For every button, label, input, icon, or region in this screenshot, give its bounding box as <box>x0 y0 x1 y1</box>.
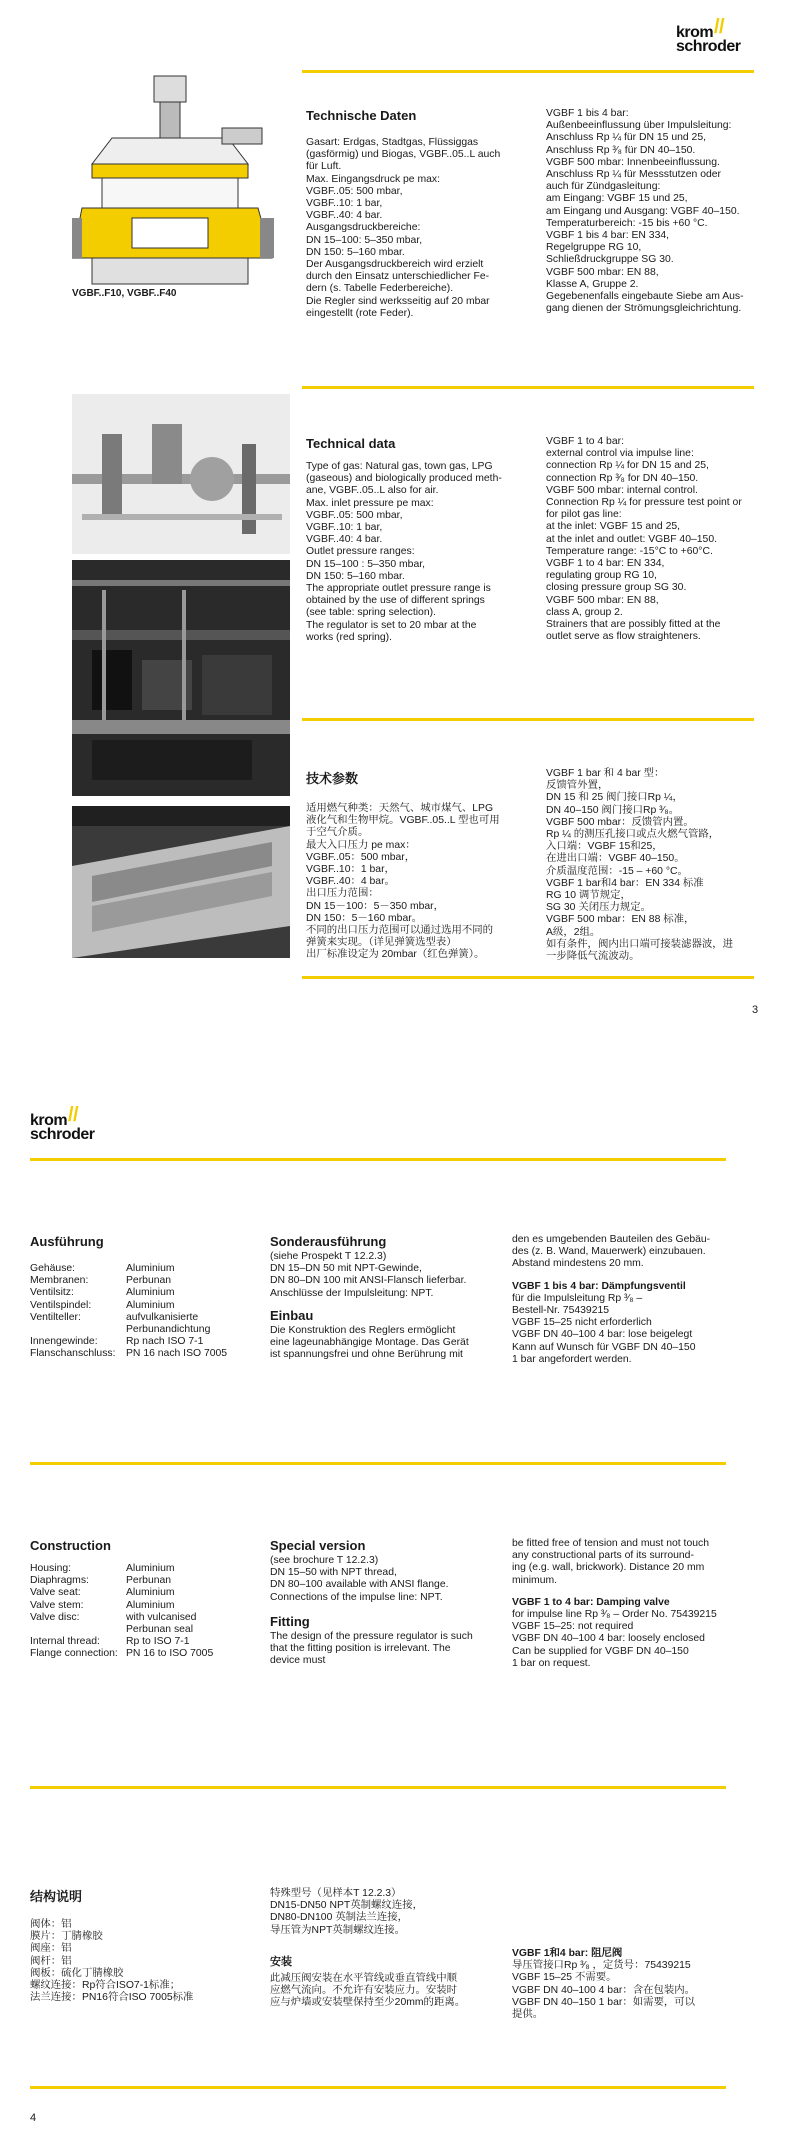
text-line: Anschlüsse der Impulsleitung: NPT. <box>270 1287 434 1299</box>
text-line: Die Konstruktion des Reglers ermöglicht <box>270 1324 456 1336</box>
rule-en-p3 <box>302 718 754 721</box>
text-line: 于空气介质。 <box>306 827 369 839</box>
text-line: connection Rp ¼ for DN 15 and 25, <box>546 460 709 472</box>
text-line: 1 bar angefordert werden. <box>512 1353 632 1365</box>
zh-valve-title: VGBF 1和4 bar: 阻尼阀 <box>512 1948 623 1959</box>
text-line: DN 15–50 with NPT thread, <box>270 1567 397 1579</box>
zh-construction-title: 结构说明 <box>30 1889 83 1904</box>
text-line: VGBF..10：1 bar， <box>306 864 395 876</box>
text-line: VGBF..05: 500 mbar, <box>306 185 403 197</box>
text-line: DN 15－100：5－350 mbar， <box>306 900 445 912</box>
text-line: DN 150: 5–160 mbar. <box>306 246 405 258</box>
material-value: Aluminium <box>126 1287 175 1299</box>
text-line: VGBF 1 bar和4 bar：EN 334 标准 <box>546 877 704 889</box>
material-key: Valve seat: <box>30 1587 81 1599</box>
text-line: 液化气和生物甲烷。VGBF..05..L 型也可用 <box>306 815 500 827</box>
text-line: 阀座：铝 <box>30 1943 72 1955</box>
zh-fitting-title: 安装 <box>270 1955 292 1968</box>
logo-line1: krom <box>676 24 714 41</box>
material-value: Aluminium <box>126 1299 175 1311</box>
gas-control-line-photo <box>72 560 290 796</box>
text-line: Strainers that are possibly fitted at the <box>546 619 721 631</box>
text-line: VGBF..10: 1 bar, <box>306 198 383 210</box>
text-line: (see brochure T 12.2.3) <box>270 1555 379 1566</box>
text-line: Der Ausgangsdruckbereich wird erzielt <box>306 259 484 271</box>
kromschroder-logo-top <box>676 16 741 55</box>
text-line: 出厂标准设定为 20mbar（红色弹簧）。 <box>306 949 485 961</box>
material-key: Housing: <box>30 1563 72 1574</box>
text-line: outlet serve as flow straighteners. <box>546 631 701 643</box>
text-line: für die Impulsleitung Rp ³⁄₈ – <box>512 1292 643 1304</box>
zh-tech-col1 <box>306 803 528 962</box>
text-line: SG 30 关闭压力规定。 <box>546 902 652 914</box>
material-value: Aluminium <box>126 1599 175 1611</box>
material-key: Ventilsitz: <box>30 1287 74 1299</box>
text-line: device must <box>270 1655 326 1667</box>
text-line: 最大入口压力 pe max： <box>306 839 416 851</box>
text-line: Max. Eingangsdruck pe max: <box>306 173 440 185</box>
text-line: external control via impulse line: <box>546 448 694 460</box>
text-line: Die Regler sind werksseitig auf 20 mbar <box>306 295 490 307</box>
de-construction <box>30 1234 256 1361</box>
text-line: VGBF 500 mbar: internal control. <box>546 484 698 496</box>
figure-label: VGBF..F10, VGBF..F40 <box>72 288 177 299</box>
header-rule-p4 <box>30 1158 726 1161</box>
zh-construction <box>30 1886 256 2004</box>
text-line: The regulator is set to 20 mbar at the <box>306 619 477 631</box>
text-line: at the inlet: VGBF 15 and 25, <box>546 521 681 533</box>
text-line: den es umgebenden Bauteilen des Gebäu- <box>512 1234 711 1245</box>
de-fitting-title: Einbau <box>270 1307 314 1323</box>
text-line: VGBF 500 mbar：EN 88 标准， <box>546 914 695 926</box>
rule-de-p3 <box>302 386 754 389</box>
material-key: Internal thread: <box>30 1636 100 1648</box>
en-special-version <box>270 1538 496 1667</box>
text-line: VGBF DN 40–150 1 bar：如需要，可以 <box>512 1996 696 2008</box>
en-valve-title: VGBF 1 to 4 bar: Damping valve <box>512 1596 670 1608</box>
text-line: 螺纹连接：Rp符合ISO7-1标准； <box>30 1980 181 1992</box>
material-value: Perbunan seal <box>126 1624 194 1636</box>
text-line: connection Rp ³⁄₈ for DN 40–150. <box>546 472 699 484</box>
zh-tech-title: 技术参数 <box>306 771 359 786</box>
de-tech-col2 <box>546 108 760 315</box>
en-fitting-title: Fitting <box>270 1613 310 1629</box>
text-line: VGBF DN 40–100 4 bar：含在包装内。 <box>512 1984 696 1996</box>
material-key: Valve disc: <box>30 1611 80 1623</box>
zh-col3 <box>512 1948 742 2021</box>
text-line: (siehe Prospekt T 12.2.3) <box>270 1251 387 1262</box>
text-line: VGBF 15–25: not required <box>512 1621 634 1633</box>
text-line: class A, group 2. <box>546 606 623 618</box>
text-line: VGBF DN 40–100 4 bar: lose beigelegt <box>512 1329 693 1341</box>
material-key: Innengewinde: <box>30 1336 98 1348</box>
text-line: obtained by the use of different springs <box>306 595 485 607</box>
text-line: at the inlet and outlet: VGBF 40–150. <box>546 533 717 545</box>
text-line: Klasse A, Gruppe 2. <box>546 278 639 290</box>
text-line: am Eingang: VGBF 15 und 25, <box>546 193 688 205</box>
text-line: closing pressure group SG 30. <box>546 582 687 594</box>
text-line: any constructional parts of its surround- <box>512 1550 694 1562</box>
text-line: Anschluss Rp ³⁄₈ für DN 40–150. <box>546 144 696 156</box>
text-line: 提供。 <box>512 2009 544 2021</box>
text-line: ist spannungsfrei und ohne Berührung mit <box>270 1349 463 1361</box>
en-material-table <box>30 1563 256 1661</box>
text-line: DN 150：5－160 mbar。 <box>306 912 423 924</box>
text-line: 弹簧来实现。（详见弹簧选型表） <box>306 937 457 949</box>
de-tech-title: Technische Daten <box>306 108 417 123</box>
en-tech-col1 <box>306 461 526 644</box>
text-line: Max. inlet pressure pe max: <box>306 497 434 509</box>
text-line: minimum. <box>512 1574 558 1586</box>
text-line: (gasförmig) und Biogas, VGBF..05..L auch <box>306 149 501 161</box>
text-line: 如有条件，阀内出口端可接装滤器波，进 <box>546 938 734 950</box>
de-tech-section <box>306 108 520 320</box>
logo-line2: schroder <box>676 38 741 55</box>
material-value: Perbunan <box>126 1575 172 1587</box>
de-special-version <box>270 1234 496 1361</box>
material-value: Perbunandichtung <box>126 1324 211 1336</box>
text-line: DN 15–100: 5–350 mbar, <box>306 234 423 246</box>
text-line: DN15-DN50 NPT英制螺纹连接， <box>270 1900 423 1912</box>
text-line: 导压管接口Rp ³⁄₈ ，定货号：75439215 <box>512 1960 691 1972</box>
text-line: VGBF 500 mbar：反馈管内置。 <box>546 816 694 828</box>
text-line: 阀板：硫化丁腈橡胶 <box>30 1967 124 1979</box>
text-line: dern (s. Tabelle Federbereiche). <box>306 283 454 295</box>
de-construction-title: Ausführung <box>30 1234 104 1249</box>
zh-tech-col2 <box>546 768 768 963</box>
text-line: 应燃气流向。不允许有安装应力。安装时 <box>270 1985 458 1997</box>
zh-special-version <box>270 1888 496 2009</box>
text-line: gang dienen der Strömungsgleichrichtung. <box>546 303 742 315</box>
text-line: Outlet pressure ranges: <box>306 546 415 558</box>
en-tech-col2 <box>546 436 760 643</box>
text-line: VGBF..40：4 bar。 <box>306 876 395 888</box>
text-line: 入口端：VGBF 15和25， <box>546 841 663 853</box>
material-key: Ventilteller: <box>30 1311 81 1323</box>
text-line: RG 10 调节规定， <box>546 890 631 902</box>
text-line: The appropriate outlet pressure range is <box>306 583 491 595</box>
de-material-table <box>30 1263 256 1361</box>
text-line: 1 bar on request. <box>512 1657 591 1669</box>
text-line: 特殊型号（见样本T 12.2.3） <box>270 1888 402 1899</box>
text-line: Connections of the impulse line: NPT. <box>270 1591 443 1603</box>
text-line: 出口压力范围： <box>306 888 379 900</box>
rule-zh-p4 <box>30 2086 726 2089</box>
material-value: PN 16 to ISO 7005 <box>126 1648 214 1660</box>
en-col3 <box>512 1538 742 1670</box>
text-line: Gasart: Erdgas, Stadtgas, Flüssiggas <box>306 137 479 148</box>
text-line: 介质温度范围：-15 – +60 °C。 <box>546 865 688 877</box>
text-line: auch für Zündgasleitung: <box>546 181 661 193</box>
text-line: VGBF..40: 4 bar. <box>306 210 383 222</box>
text-line: 阀杆：铝 <box>30 1955 72 1967</box>
text-line: durch den Einsatz unterschiedlicher Fe- <box>306 271 490 283</box>
text-line: VGBF DN 40–100 4 bar: loosely enclosed <box>512 1633 705 1645</box>
de-col3 <box>512 1234 742 1366</box>
text-line: 反馈管外置， <box>546 780 609 792</box>
text-line: (gaseous) and biologically produced meth- <box>306 473 502 485</box>
text-line: Type of gas: Natural gas, town gas, LPG <box>306 461 493 472</box>
text-line: Schließdruckgruppe SG 30. <box>546 254 674 266</box>
text-line: VGBF 15–25 不需要。 <box>512 1972 617 1984</box>
text-line: VGBF 1 bar 和 4 bar 型： <box>546 768 665 779</box>
material-key: Membranen: <box>30 1275 89 1287</box>
text-line: for pilot gas line: <box>546 509 622 521</box>
de-tech-col1 <box>306 137 520 320</box>
text-line: DN 150: 5–160 mbar. <box>306 570 405 582</box>
kromschroder-logo-page4 <box>30 1104 95 1143</box>
text-line: 此减压阀安装在水平管线或垂直管线中顺 <box>270 1972 458 1984</box>
text-line: 膜片：丁腈橡胶 <box>30 1931 103 1943</box>
en-construction-title: Construction <box>30 1538 111 1553</box>
material-key <box>30 1624 126 1636</box>
text-line: VGBF 1 to 4 bar: <box>546 436 624 447</box>
material-key: Valve stem: <box>30 1599 84 1611</box>
regulator-cross-section-drawing <box>72 68 290 300</box>
text-line: VGBF..10: 1 bar, <box>306 522 383 534</box>
text-line: Regelgruppe RG 10, <box>546 242 642 254</box>
text-line: ing (e.g. wall, brickwork). Distance 20 mm <box>512 1562 705 1574</box>
text-line: 在进出口端：VGBF 40–150。 <box>546 853 685 865</box>
text-line: für Luft. <box>306 161 342 173</box>
material-value: Rp to ISO 7-1 <box>126 1636 190 1648</box>
text-line: VGBF..05: 500 mbar, <box>306 509 403 521</box>
text-line: Gegebenenfalls eingebaute Siebe am Aus- <box>546 291 744 303</box>
rule-de-p4 <box>30 1462 726 1465</box>
rule-en-p4 <box>30 1786 726 1789</box>
text-line: Connection Rp ¼ for pressure test point or <box>546 497 742 509</box>
text-line: DN 40–150 阀门接口Rp ³⁄₈。 <box>546 804 680 816</box>
material-key: Ventilspindel: <box>30 1299 92 1311</box>
text-line: Temperaturbereich: -15 bis +60 °C. <box>546 217 708 229</box>
industrial-furnace-photo <box>72 806 290 958</box>
logo-slash-icon: // <box>68 1104 79 1126</box>
material-value: Aluminium <box>126 1563 175 1574</box>
en-special-title: Special version <box>270 1538 366 1553</box>
header-rule-p3 <box>302 70 754 73</box>
text-line: des (z. B. Wand, Mauerwerk) einzubauen. <box>512 1246 706 1258</box>
text-line: The design of the pressure regulator is such <box>270 1630 473 1642</box>
text-line: be fitted free of tension and must not touch <box>512 1538 709 1549</box>
text-line: 法兰连接：PN16符合ISO 7005标准 <box>30 1992 194 2004</box>
text-line: Anschluss Rp ¼ für Messstutzen oder <box>546 169 721 181</box>
text-line: DN 15–100 : 5–350 mbar, <box>306 558 425 570</box>
text-line: DN 15–DN 50 mit NPT-Gewinde, <box>270 1263 422 1275</box>
material-key <box>30 1324 126 1336</box>
text-line: Can be supplied for VGBF DN 40–150 <box>512 1645 689 1657</box>
en-construction <box>30 1538 256 1661</box>
text-line: Temperature range: -15°C to +60°C. <box>546 545 713 557</box>
text-line: VGBF..40: 4 bar. <box>306 534 383 546</box>
text-line: DN 80–DN 100 mit ANSI-Flansch lieferbar. <box>270 1275 467 1287</box>
text-line: A级，2组。 <box>546 926 601 938</box>
logo-slash-icon: // <box>714 16 725 38</box>
material-value: Aluminium <box>126 1587 175 1599</box>
text-line: VGBF 500 mbar: Innenbeeinflussung. <box>546 156 720 168</box>
text-line: eingestellt (rote Feder). <box>306 307 414 319</box>
de-valve-title: VGBF 1 bis 4 bar: Dämpfungsventil <box>512 1280 686 1292</box>
material-key: Diaphragms: <box>30 1575 89 1587</box>
material-key: Flange connection: <box>30 1648 118 1660</box>
text-line: that the fitting position is irrelevant. The <box>270 1643 451 1655</box>
text-line: VGBF 1 to 4 bar: EN 334, <box>546 558 665 570</box>
text-line: 适用燃气种类：天然气、城市煤气、LPG <box>306 803 494 814</box>
text-line: 导压管为NPT英制螺纹连接。 <box>270 1924 406 1936</box>
text-line: 阀体：铝 <box>30 1919 72 1930</box>
text-line: 应与炉墙或安装壁保持至少20mm的距离。 <box>270 1997 466 2009</box>
de-special-title: Sonderausführung <box>270 1234 387 1249</box>
material-value: Aluminium <box>126 1263 175 1274</box>
regulator-installation-photo <box>72 394 290 554</box>
en-tech-title: Technical data <box>306 436 396 451</box>
material-key: Gehäuse: <box>30 1263 76 1274</box>
text-line: VGBF 500 mbar: EN 88, <box>546 594 659 606</box>
rule-zh-p3 <box>302 976 754 979</box>
text-line: (see table: spring selection). <box>306 607 436 619</box>
text-line: Rp ¼ 的测压孔接口或点火燃气管路， <box>546 829 720 841</box>
text-line: DN 80–100 available with ANSI flange. <box>270 1579 449 1591</box>
text-line: DN 15 和 25 阀门接口Rp ¼， <box>546 792 683 804</box>
material-value: Rp nach ISO 7-1 <box>126 1336 204 1348</box>
text-line: regulating group RG 10, <box>546 570 657 582</box>
text-line: 一步降低气流波动。 <box>546 951 640 963</box>
text-line: VGBF 1 bis 4 bar: EN 334, <box>546 230 670 242</box>
material-value: Perbunan <box>126 1275 172 1287</box>
page-number-3: 3 <box>752 1004 759 1016</box>
text-line: Anschluss Rp ¼ für DN 15 und 25, <box>546 132 706 144</box>
text-line: Außenbeeinflussung über Impulsleitung: <box>546 120 732 132</box>
logo-line1: krom <box>30 1112 68 1129</box>
text-line: ane, VGBF..05..L also for air. <box>306 485 439 497</box>
zh-tech-section <box>306 768 528 962</box>
text-line: Abstand mindestens 20 mm. <box>512 1258 644 1270</box>
material-value: aufvulkanisierte <box>126 1311 199 1323</box>
text-line: Bestell-Nr. 75439215 <box>512 1305 610 1317</box>
text-line: Kann auf Wunsch für VGBF DN 40–150 <box>512 1341 696 1353</box>
text-line: VGBF 15–25 nicht erforderlich <box>512 1317 652 1329</box>
text-line: for impulse line Rp ³⁄₈ – Order No. 75439215 <box>512 1609 717 1621</box>
material-value: with vulcanised <box>126 1611 197 1623</box>
material-key: Flanschanschluss: <box>30 1348 116 1360</box>
text-line: 不同的出口压力范围可以通过选用不同的 <box>306 925 494 937</box>
text-line: VGBF 500 mbar: EN 88, <box>546 266 659 278</box>
text-line: VGBF 1 bis 4 bar: <box>546 108 629 119</box>
en-tech-section <box>306 436 526 644</box>
text-line: am Eingang und Ausgang: VGBF 40–150. <box>546 205 740 217</box>
text-line: DN80-DN100 英制法兰连接， <box>270 1912 408 1924</box>
logo-line2: schroder <box>30 1126 95 1143</box>
text-line: eine lageunabhängige Montage. Das Gerät <box>270 1337 469 1349</box>
text-line: works (red spring). <box>306 631 393 643</box>
text-line: VGBF..05：500 mbar， <box>306 851 416 863</box>
page-number-4: 4 <box>30 2112 37 2124</box>
text-line: Ausgangsdruckbereiche: <box>306 222 421 234</box>
material-value: PN 16 nach ISO 7005 <box>126 1348 228 1360</box>
